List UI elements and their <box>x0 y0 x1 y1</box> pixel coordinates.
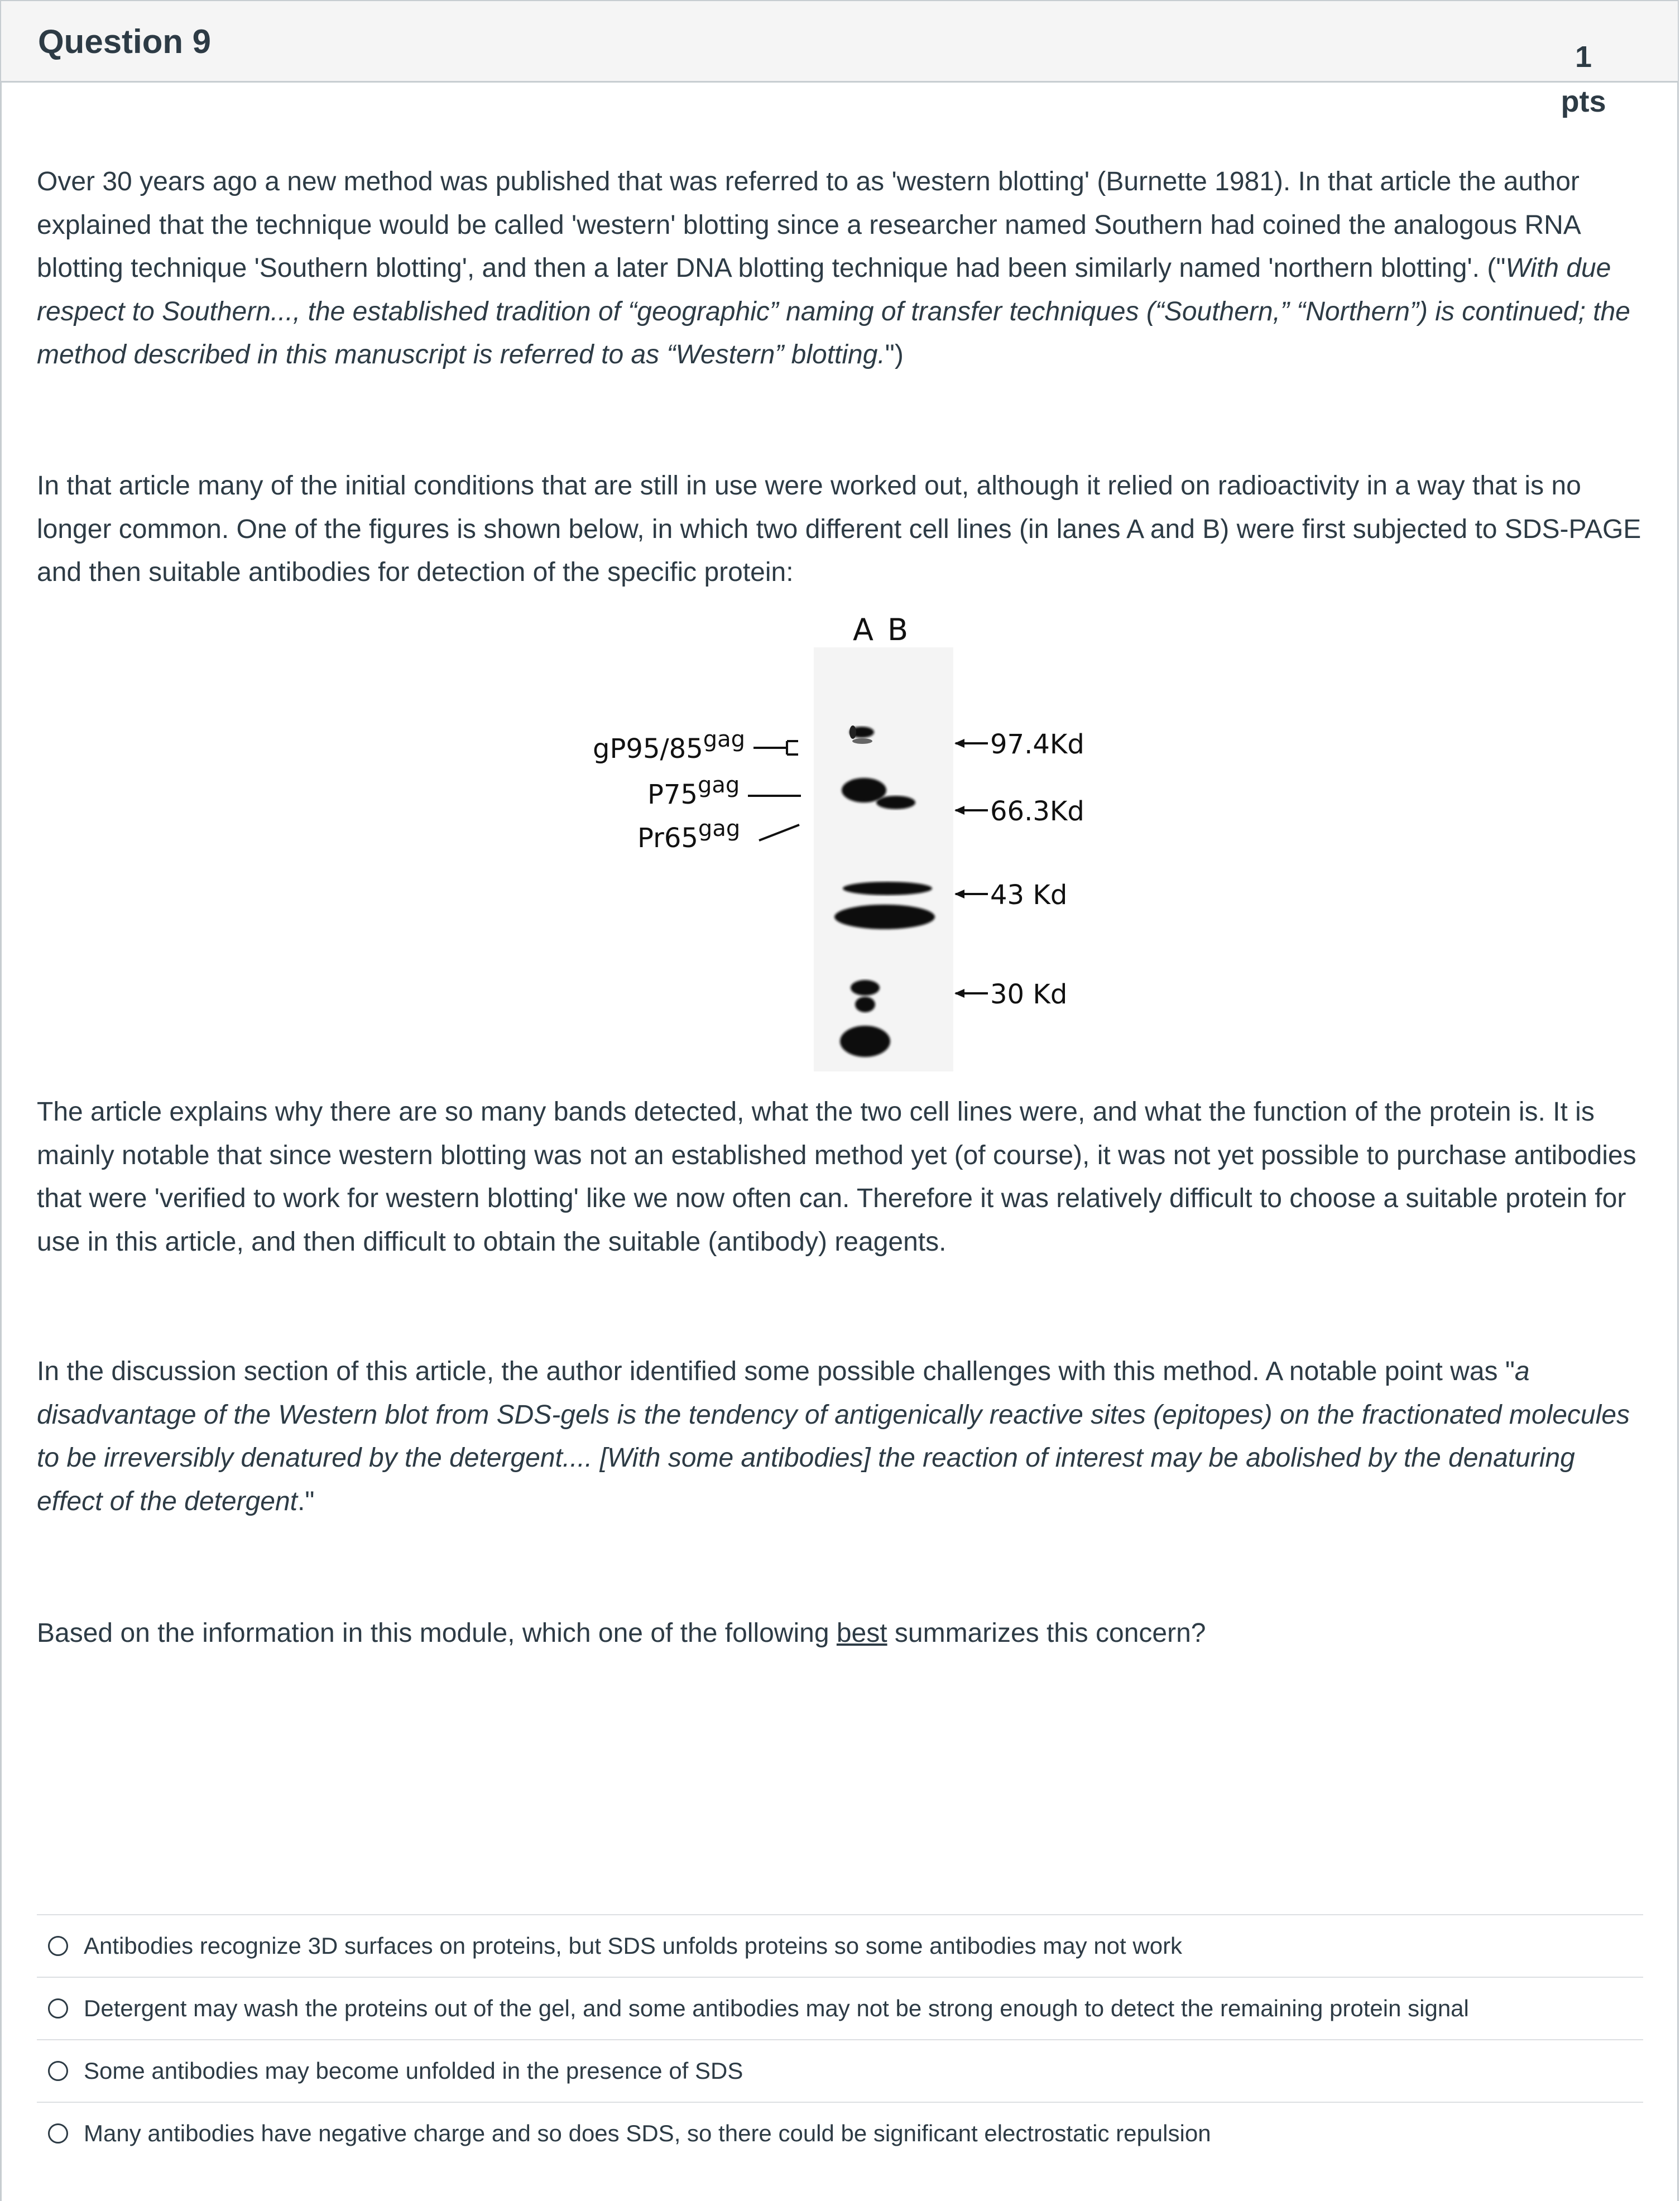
question-title: Question 9 <box>38 23 212 60</box>
western-blot-figure <box>558 608 1116 1071</box>
label-pr65: $Pr65^{gag}$ <box>637 816 741 854</box>
answer-label[interactable]: Many antibodies have negative charge and so does SDS, so there could be significant electrostatic repulsion <box>84 2120 1211 2146</box>
label-gp95-85: $gP95/85^{gag}$ <box>593 727 746 765</box>
svg-text:30 Kd: 30 Kd <box>990 979 1068 1010</box>
frame-left-border <box>0 83 2 2201</box>
marker-30 <box>954 979 1067 1010</box>
blot-membrane <box>814 647 953 1071</box>
emphasis-best: best <box>836 1618 887 1648</box>
label-leader-lines <box>748 741 801 840</box>
answer-option[interactable] <box>37 1977 1643 2039</box>
radio-button[interactable] <box>48 2123 68 2144</box>
band-30-lower <box>840 1026 890 1057</box>
discussion-quote: a disadvantage of the Western blot from SDS-gels is the tendency of antigenically reactive sites (epitopes) on the fractionated molecules to be irreversibly denatured by the detergent.... [With some antibodies] the reaction of interest may be abolished by the denaturing effect of the detergent <box>37 1357 1630 1516</box>
paragraph-discussion: In the discussion section of this article, the author identified some possible challenges with this method. A notable point was "a disadvantage of the Western blot from SDS-gels is the tendency of antigenically reactive sites (epitopes) on the fractionated molecules to be irreversibly denatured by the detergent.... [With some antibodies] the reaction of interest may be abolished by the denaturing effect of the detergent." <box>37 1357 1630 1516</box>
question-header <box>0 0 1679 118</box>
label-p75: $P75^{gag}$ <box>647 772 740 810</box>
band-30-mid <box>855 997 875 1012</box>
radio-button[interactable] <box>48 1936 68 1956</box>
points-unit: pts <box>1561 85 1606 118</box>
paragraph-figure-intro: In that article many of the initial conditions that are still in use were worked out, although it relied on radioactivity in a way that is no longer common. One of the figures is shown below, in which two different cell lines (in lanes A and B) were first subjected to SDS-PAGE and then suitable antibodies for detection of the specific protein: <box>37 471 1641 587</box>
radio-button[interactable] <box>48 2061 68 2081</box>
question-points <box>1547 26 1620 133</box>
answer-option[interactable] <box>37 1914 1643 1977</box>
band-a-gp85 <box>852 738 872 744</box>
band-30-upper <box>851 980 880 996</box>
frame-right-border <box>1677 83 1679 2201</box>
lane-a-label: A <box>853 612 873 647</box>
band-43-lower <box>834 905 935 929</box>
marker-43 <box>954 880 1067 911</box>
answer-option[interactable] <box>37 2039 1643 2102</box>
burnette-quote: With due respect to Southern..., the established tradition of “geographic” naming of transfer techniques (“Southern,” “Northern”) is continued; the method described in this manuscript is referred to as “Western” blotting. <box>37 253 1630 369</box>
paragraph-intro: Over 30 years ago a new method was published that was referred to as 'western blotting' (Burnette 1981). In that article the author explained that the technique would be called 'western' blotting since a researcher named Southern had coined the analogous RNA blotting technique 'Southern blotting', and then a later DNA blotting technique had been similarly named 'northern blotting'. ("With due respect to Southern..., the established tradition of “geographic” naming of transfer techniques (“Southern,” “Northern”) is continued; the method described in this manuscript is referred to as “Western” blotting.") <box>37 167 1630 369</box>
points-value: 1 <box>1575 40 1592 74</box>
svg-text:43 Kd: 43 Kd <box>990 880 1068 911</box>
band-a-gp95-left <box>849 725 856 739</box>
answer-option[interactable] <box>37 2102 1643 2164</box>
molecular-weight-markers <box>954 729 1084 1010</box>
marker-97 <box>954 729 1084 760</box>
answer-label[interactable]: Antibodies recognize 3D surfaces on proteins, but SDS unfolds proteins so some antibodies may not work <box>84 1933 1183 1959</box>
marker-66 <box>954 796 1084 827</box>
answer-list <box>37 1914 1643 2164</box>
question-prompt: Based on the information in this module, which one of the following best summarizes this concern? <box>37 1618 1206 1648</box>
answer-label[interactable]: Detergent may wash the proteins out of the gel, and some antibodies may not be strong enough to detect the remaining protein signal <box>84 1995 1469 2021</box>
band-b-pr65 <box>876 796 915 809</box>
answer-label[interactable]: Some antibodies may become unfolded in the presence of SDS <box>84 2058 743 2084</box>
svg-text:97.4Kd: 97.4Kd <box>990 729 1084 760</box>
band-43-upper <box>843 882 932 895</box>
lane-b-label: B <box>887 612 909 647</box>
paragraph-article-explanation: The article explains why there are so many bands detected, what the two cell lines were, and what the function of the protein is. It is mainly notable that since western blotting was not an established method yet (of course), it was not yet possible to purchase antibodies that were 'verified to work for western blotting' like we now often can. Therefore it was relatively difficult to choose a suitable protein for use in this article, and then difficult to obtain the suitable (antibody) reagents. <box>37 1097 1636 1257</box>
radio-button[interactable] <box>48 1998 68 2019</box>
svg-text:66.3Kd: 66.3Kd <box>990 796 1084 827</box>
